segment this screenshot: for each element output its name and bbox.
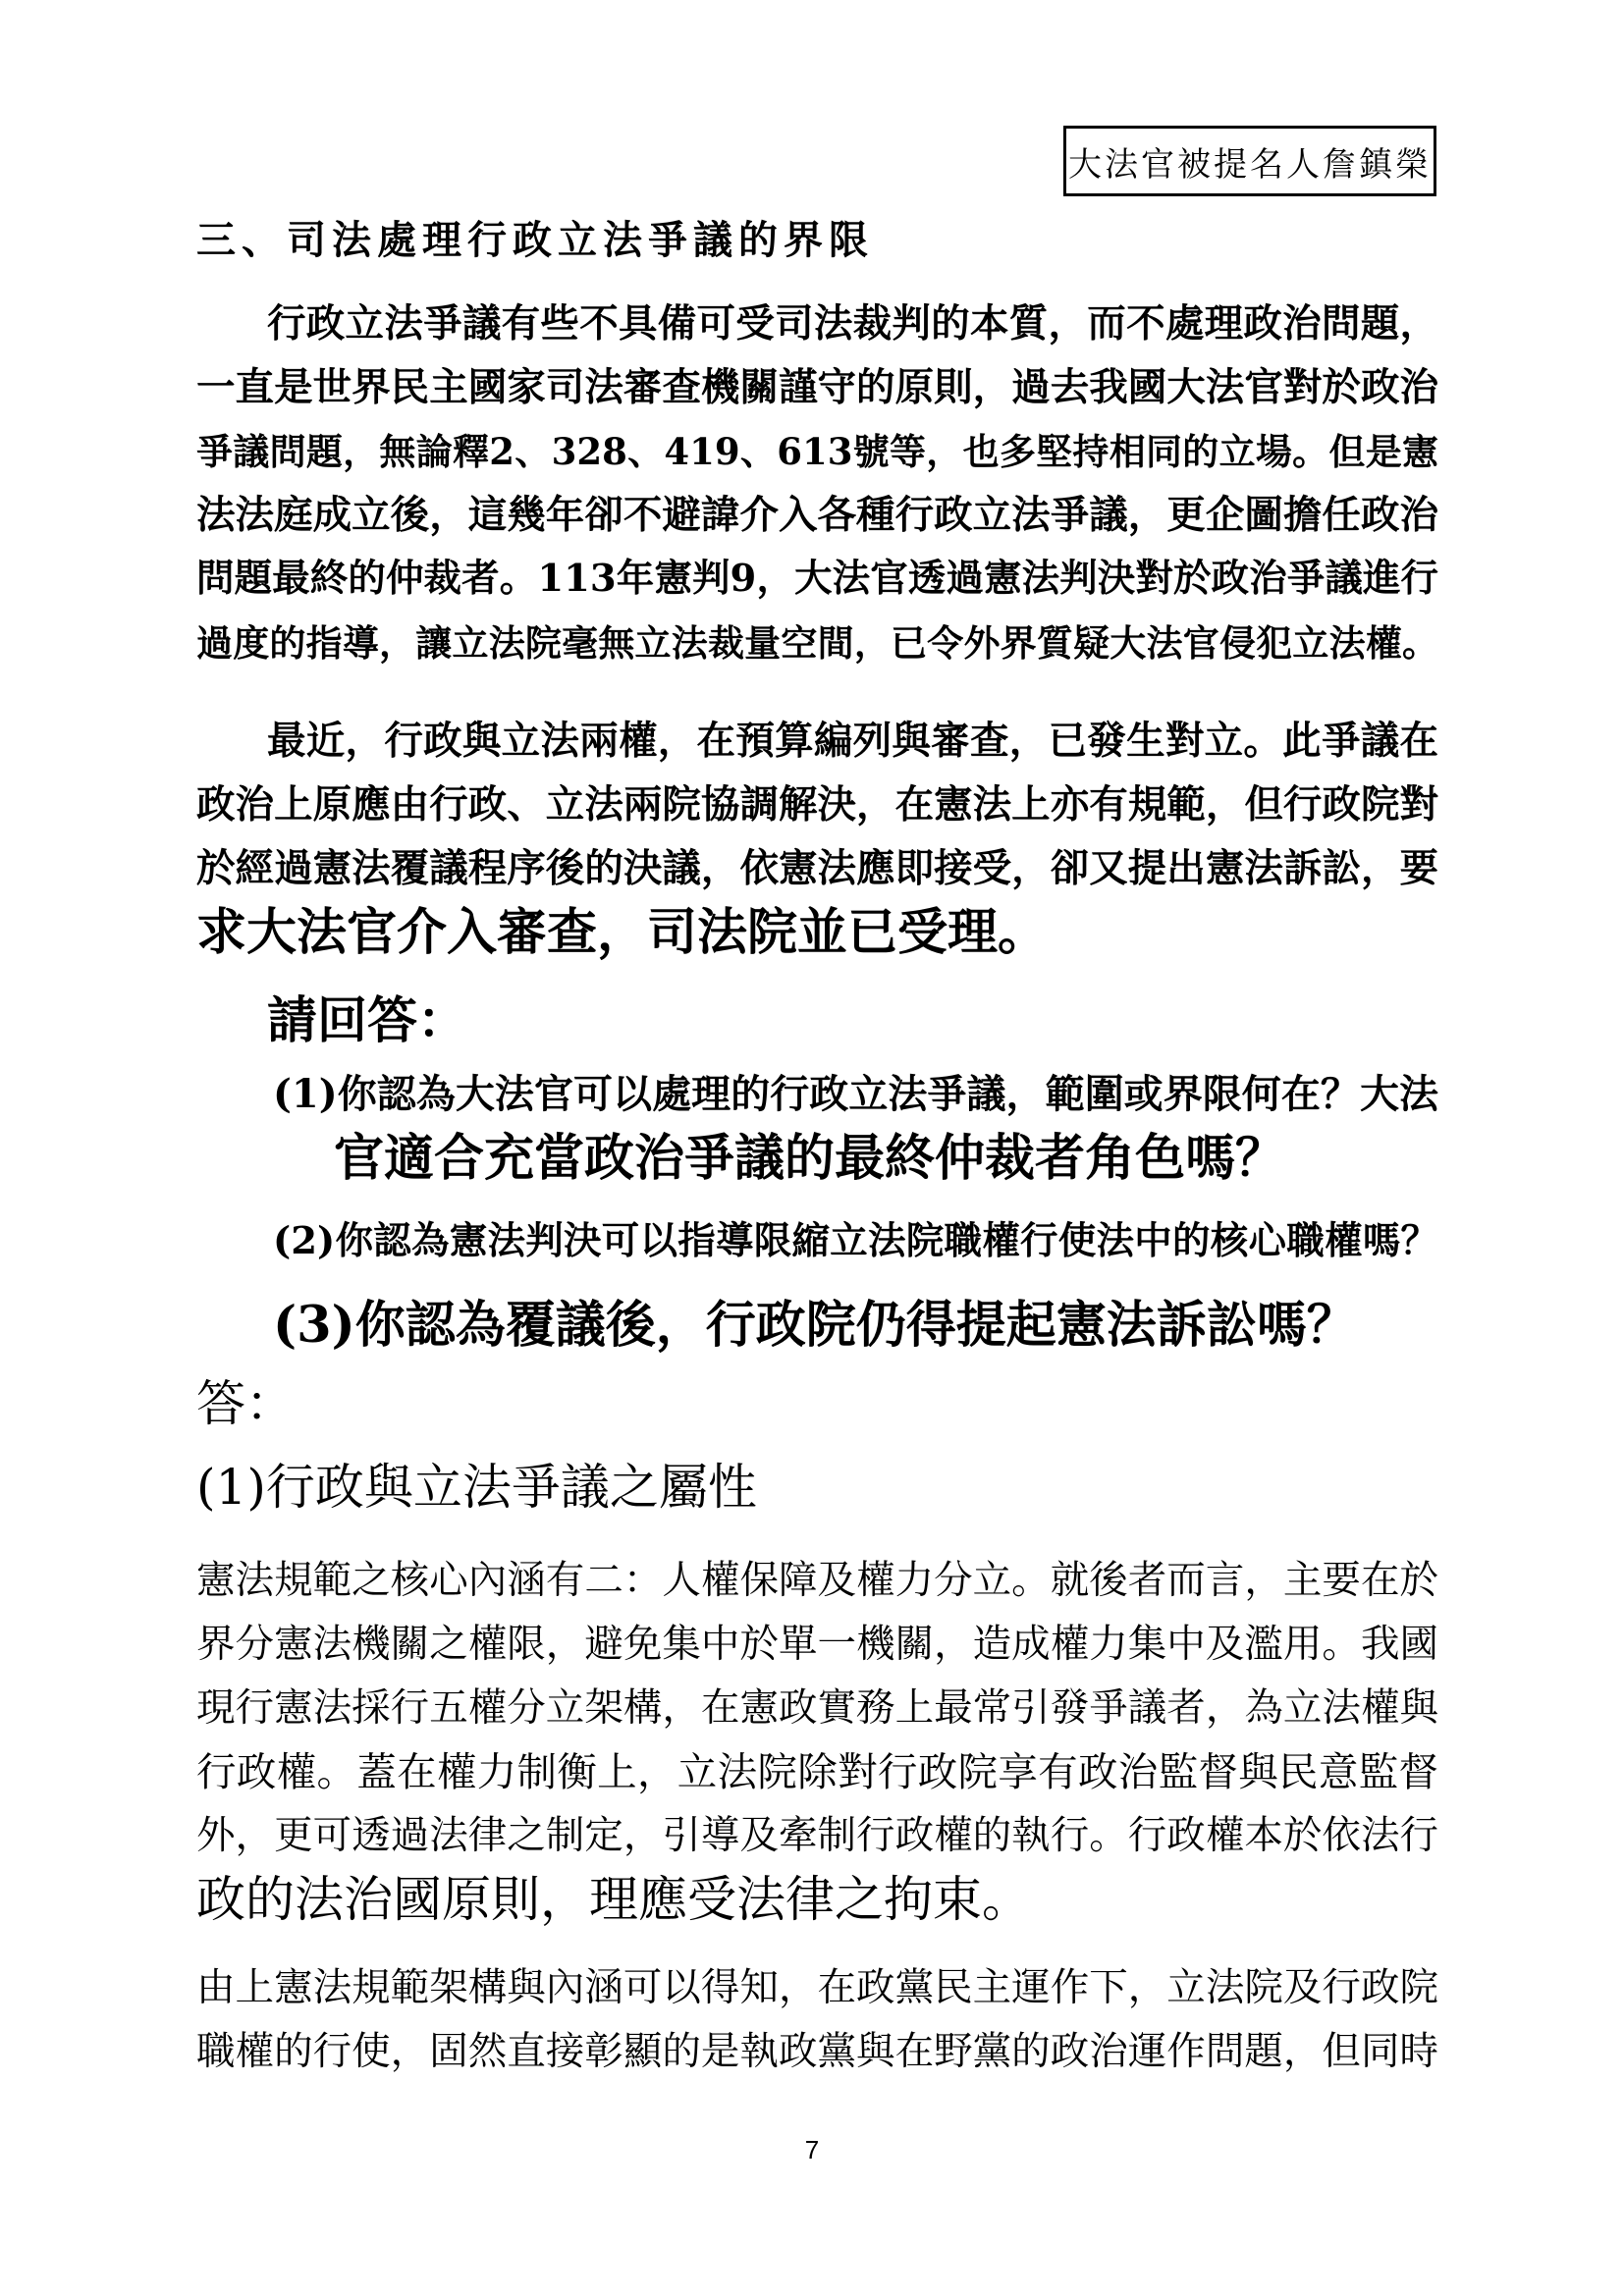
answer-label: 答： xyxy=(196,1375,295,1432)
question-2: (2)你認為憲法判決可以指導限縮立法院職權行使法中的核心職權嗎？ xyxy=(273,1219,1438,1263)
answer-prompt: 請回答： xyxy=(267,991,468,1050)
answer-line: 外，更可透過法律之制定，引導及牽制行政權的執行。行政權本於依法行 xyxy=(196,1813,1438,1858)
paragraph-line: 法法庭成立後，這幾年卻不避諱介入各種行政立法爭議，更企圖擔任政治 xyxy=(196,493,1438,538)
answer-line: 政的法治國原則，理應受法律之拘束。 xyxy=(196,1871,1031,1928)
answer-line: 憲法規範之核心內涵有二：人權保障及權力分立。就後者而言，主要在於 xyxy=(196,1558,1438,1603)
paragraph-line: 爭議問題，無論釋2、328、419、613號等，也多堅持相同的立場。但是憲 xyxy=(196,430,1438,473)
section-title: 三、司法處理行政立法爭議的界限 xyxy=(196,217,874,263)
answer-line: 職權的行使，固然直接彰顯的是執政黨與在野黨的政治運作問題，但同時 xyxy=(196,2029,1438,2074)
paragraph-line: 行政立法爭議有些不具備可受司法裁判的本質，而不處理政治問題， xyxy=(267,301,1438,347)
nominee-header-text: 大法官被提名人詹鎮榮 xyxy=(1068,144,1432,185)
answer-line: 界分憲法機關之權限，避免集中於單一機關，造成權力集中及濫用。我國 xyxy=(196,1622,1438,1667)
answer-line: 由上憲法規範架構與內涵可以得知，在政黨民主運作下，立法院及行政院 xyxy=(196,1965,1438,2010)
paragraph-line: 問題最終的仲裁者。113年憲判9，大法官透過憲法判決對於政治爭議進行 xyxy=(196,557,1438,601)
question-3: (3)你認為覆議後，行政院仍得提起憲法訴訟嗎？ xyxy=(273,1296,1357,1355)
paragraph-line: 一直是世界民主國家司法審查機關謹守的原則，過去我國大法官對於政治 xyxy=(196,365,1438,410)
paragraph-line: 於經過憲法覆議程序後的決議，依憲法應即接受，卻又提出憲法訴訟，要 xyxy=(196,846,1438,891)
answer-line: 現行憲法採行五權分立架構，在憲政實務上最常引發爭議者，為立法權與 xyxy=(196,1685,1438,1731)
question-1-line: 官適合充當政治爭議的最終仲裁者角色嗎？ xyxy=(334,1129,1286,1188)
paragraph-line: 過度的指導，讓立法院毫無立法裁量空間，已令外界質疑大法官侵犯立法權。 xyxy=(196,621,1438,665)
question-1-line: (1)你認為大法官可以處理的行政立法爭議，範圍或界限何在？大法 xyxy=(273,1071,1438,1117)
paragraph-line: 求大法官介入審查，司法院並已受理。 xyxy=(196,903,1049,962)
page-number: 7 xyxy=(804,2135,820,2164)
nominee-header-box xyxy=(1063,126,1436,196)
paragraph-line: 最近，行政與立法兩權，在預算編列與審查，已發生對立。此爭議在 xyxy=(267,719,1438,764)
paragraph-line: 政治上原應由行政、立法兩院協調解決，在憲法上亦有規範，但行政院對 xyxy=(196,782,1438,828)
answer-subheading: (1)行政與立法爭議之屬性 xyxy=(196,1459,757,1516)
answer-line: 行政權。蓋在權力制衡上，立法院除對行政院享有政治監督與民意監督 xyxy=(196,1748,1438,1795)
